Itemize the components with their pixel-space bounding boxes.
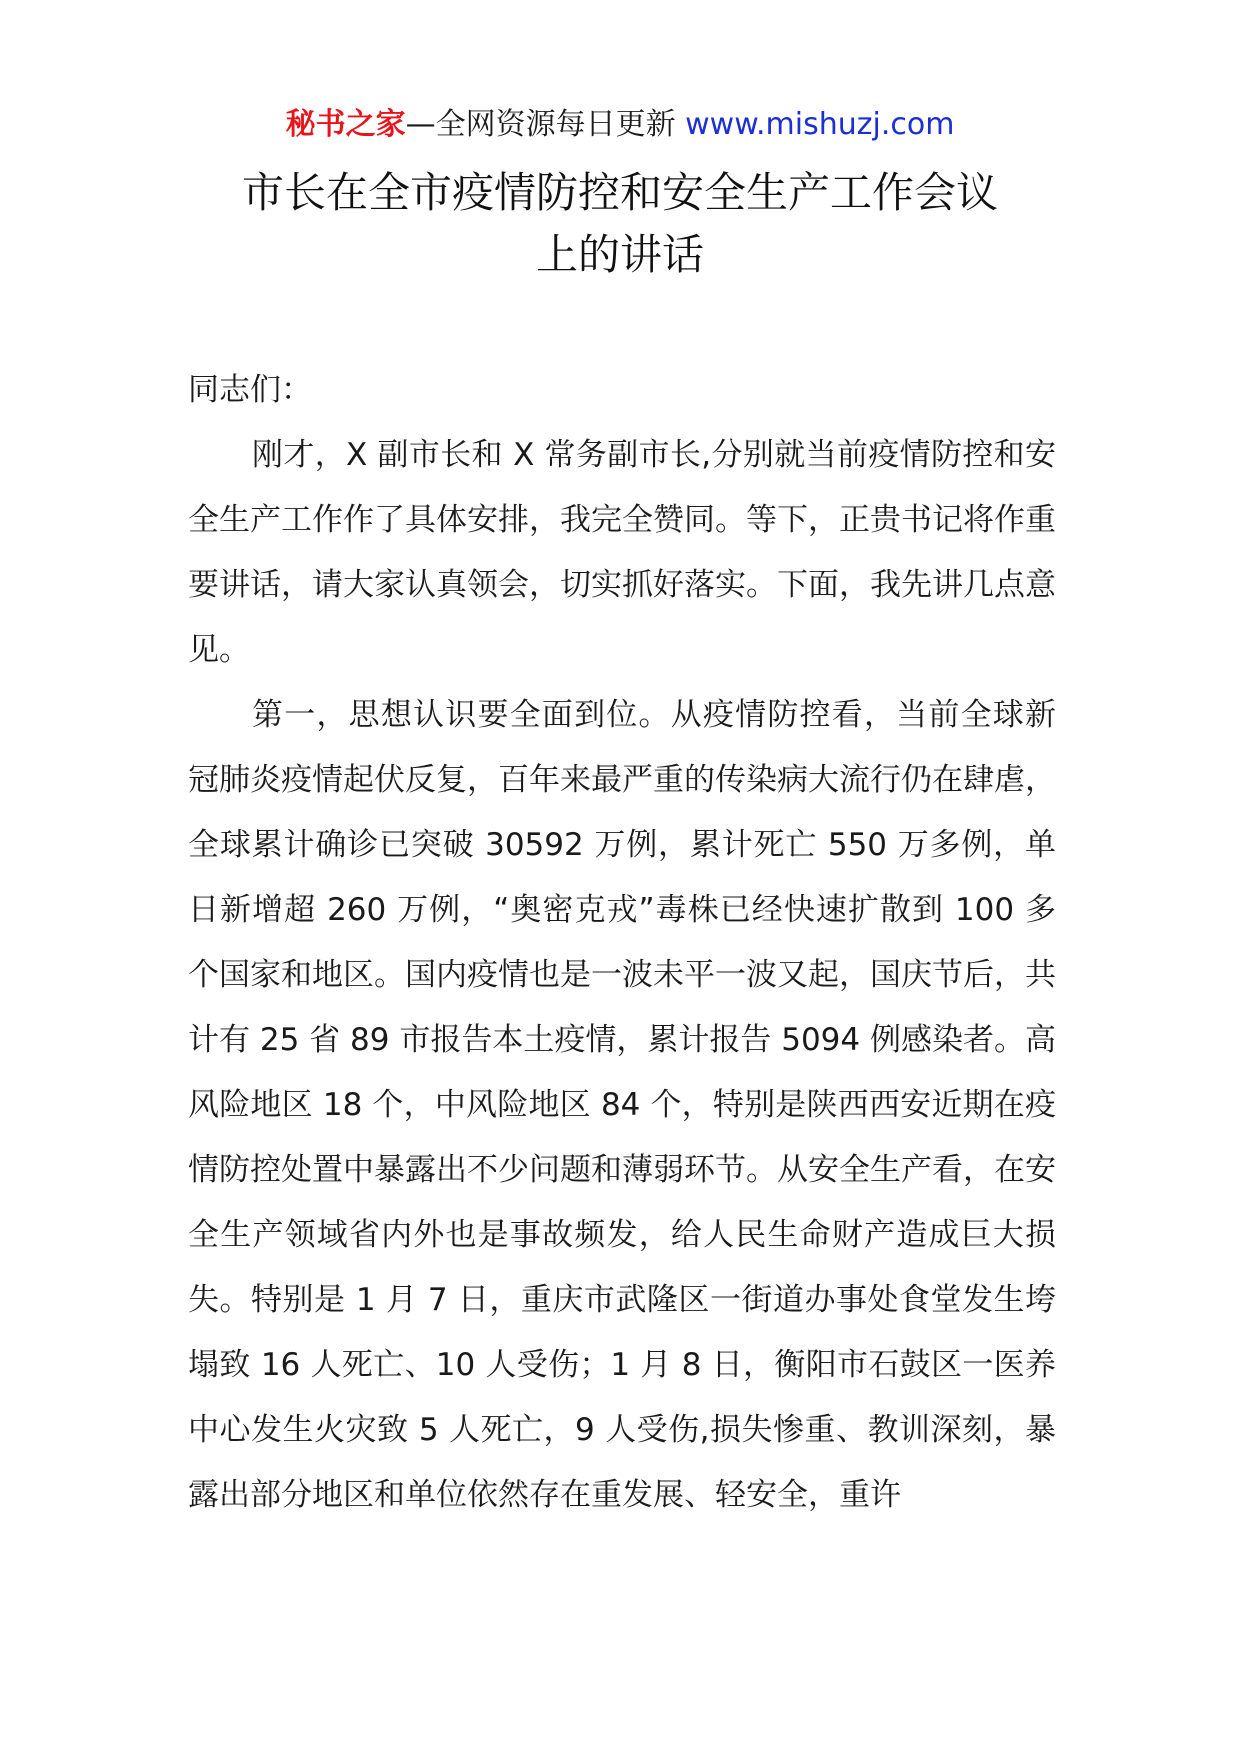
body-paragraph-2: 第一，思想认识要全面到位。从疫情防控看，当前全球新冠肺炎疫情起伏反复，百年来最严重的传染病大流行仍在肆虐，全球累计确诊已突破 30592 万例，累计死亡 550 万多例，单日新增超 260 万例，“奥密克戎”毒株已经快速扩散到 100 多个国家和地区。国内疫情也是一波未平一波又起，国庆节后，共计有 25 省 89 市报告本土疫情，累计报告 5094 例感染者。高风险地区 18 个，中风险地区 84 个，特别是陕西西安近期在疫情防控处置中暴露出不少问题和薄弱环节。从安全生产看，在安全生产领域省内外也是事故频发，给人民生命财产造成巨大损失。特别是 1 月 7 日，重庆市武隆区一街道办事处食堂发生垮塌致 16 人死亡、10 人受伤；1 月 8 日，衡阳市石鼓区一医养中心发生火灾致 5 人死亡，9 人受伤,损失惨重、教训深刻，暴露出部分地区和单位依然存在重发展、轻安全，重许: [188, 697, 1056, 1513]
title-line-2: 上的讲话: [535, 230, 704, 279]
salutation: 同志们：: [188, 372, 312, 408]
site-url-link[interactable]: www.mishuzj.com: [685, 107, 955, 142]
brand-name: 秘书之家: [285, 107, 406, 142]
body-paragraph-1: 刚才，X 副市长和 X 常务副市长,分别就当前疫情防控和安全生产工作作了具体安排，我完全赞同。等下，正贵书记将作重要讲话，请大家认真领会，切实抓好落实。下面，我先讲几点意见。: [188, 437, 1056, 668]
header-tagline: —全网资源每日更新: [405, 107, 686, 142]
title-line-1: 市长在全市疫情防控和安全生产工作会议: [241, 168, 998, 217]
document-title: [150, 162, 1090, 286]
document-body: [188, 358, 1056, 1528]
site-header: [0, 103, 1240, 147]
